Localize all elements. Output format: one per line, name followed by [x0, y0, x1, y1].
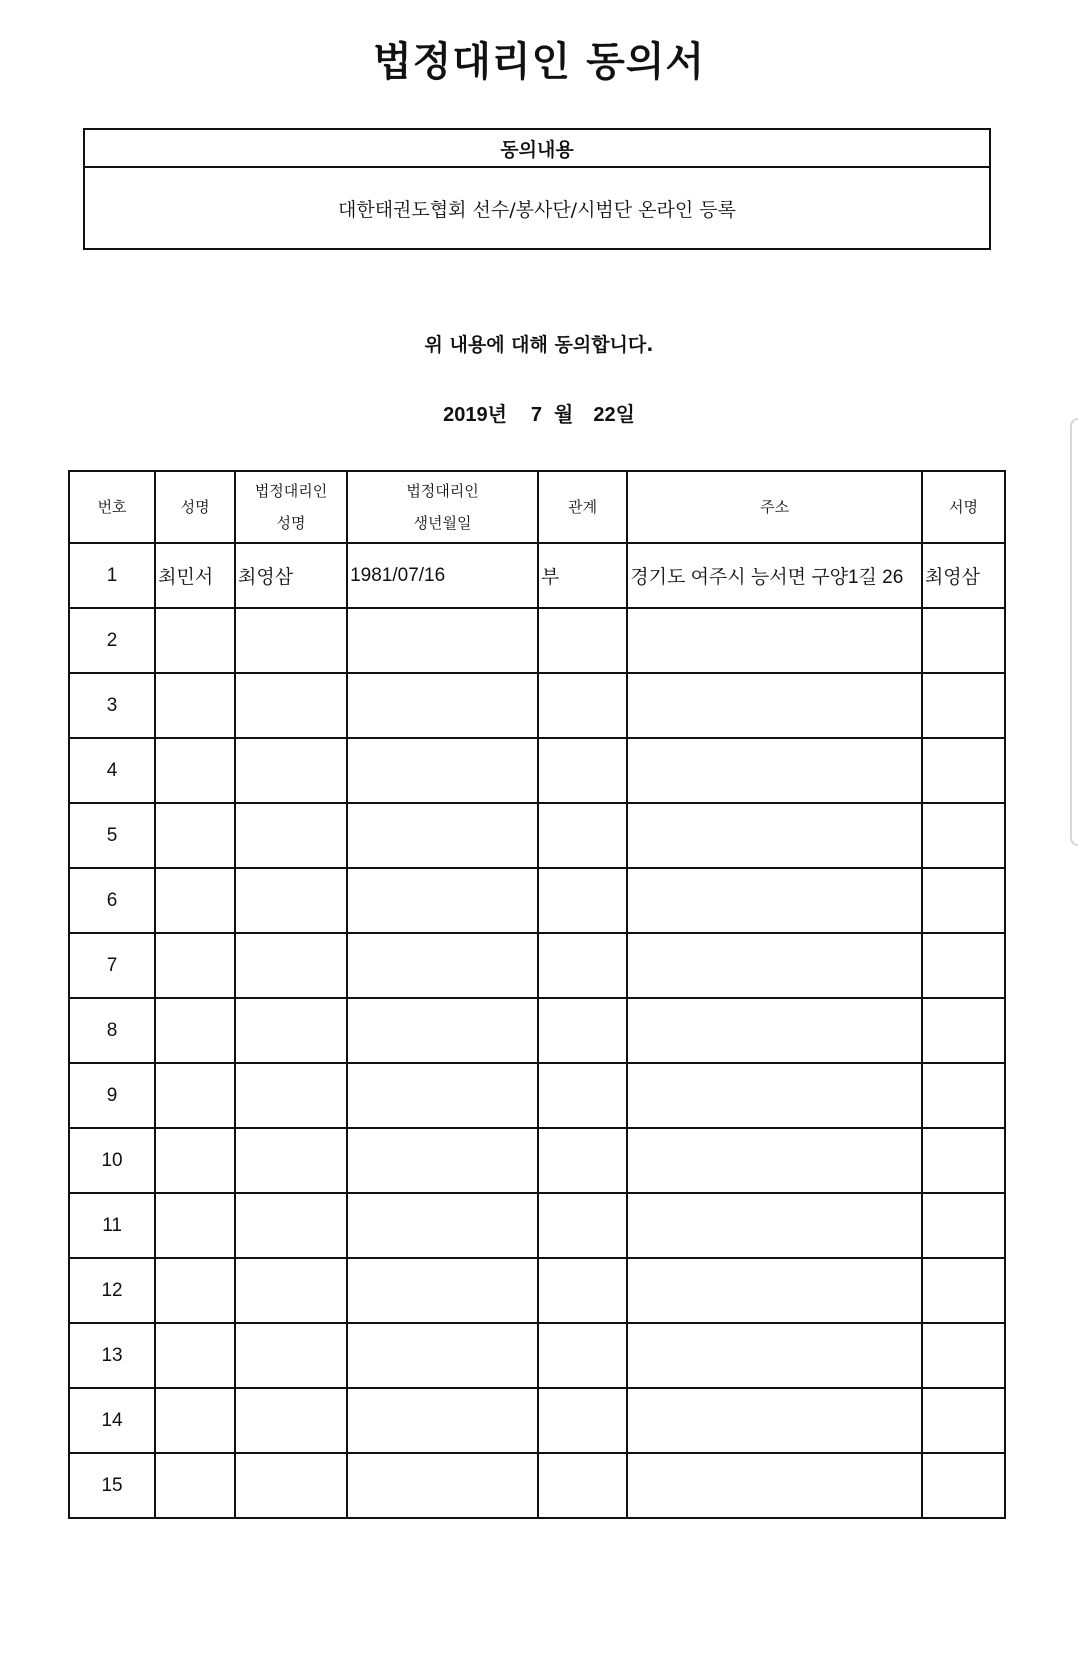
cell-name: [155, 1323, 235, 1388]
table-header-row: [69, 471, 1005, 543]
table-row: [69, 1453, 1005, 1518]
cell-address: [627, 1323, 922, 1388]
cell-no: 14: [69, 1388, 155, 1453]
cell-name: [155, 738, 235, 803]
header-address: 주소: [627, 471, 922, 543]
cell-name: [155, 868, 235, 933]
cell-relation: [538, 673, 627, 738]
cell-address: [627, 803, 922, 868]
cell-rep-name: [235, 998, 347, 1063]
cell-relation: [538, 1388, 627, 1453]
header-no: 번호: [69, 471, 155, 543]
header-rep-birth: [347, 471, 538, 543]
cell-signature: [922, 1193, 1005, 1258]
cell-signature: [922, 738, 1005, 803]
cell-rep-name: [235, 1258, 347, 1323]
document-title: 법정대리인 동의서: [372, 39, 706, 85]
cell-address: [627, 1258, 922, 1323]
cell-relation: [538, 998, 627, 1063]
cell-no: 12: [69, 1258, 155, 1323]
table-row: [69, 1063, 1005, 1128]
cell-rep-birth: [347, 1453, 538, 1518]
header-rep-name: [235, 471, 347, 543]
table-body: [69, 543, 1005, 1518]
cell-address: [627, 608, 922, 673]
date-day: 22일: [593, 404, 635, 426]
cell-relation: [538, 933, 627, 998]
cell-rep-birth: [347, 738, 538, 803]
cell-name: [155, 1453, 235, 1518]
cell-name: [155, 1258, 235, 1323]
table-row: [69, 673, 1005, 738]
table-row: [69, 803, 1005, 868]
cell-address: [627, 933, 922, 998]
cell-relation: [538, 1453, 627, 1518]
cell-no: 10: [69, 1128, 155, 1193]
cell-name: [155, 1128, 235, 1193]
cell-signature: [922, 1323, 1005, 1388]
cell-no: 9: [69, 1063, 155, 1128]
table-row: [69, 998, 1005, 1063]
cell-rep-birth: [347, 998, 538, 1063]
scrollbar[interactable]: [1070, 418, 1078, 846]
cell-name: [155, 1063, 235, 1128]
cell-no: 4: [69, 738, 155, 803]
table-row: [69, 1193, 1005, 1258]
cell-name: [155, 933, 235, 998]
table-row: [69, 1128, 1005, 1193]
cell-rep-name: [235, 1128, 347, 1193]
header-signature: 서명: [922, 471, 1005, 543]
cell-signature: [922, 1258, 1005, 1323]
cell-rep-name: [235, 738, 347, 803]
cell-signature: 최영삼: [922, 543, 1005, 608]
cell-name: [155, 803, 235, 868]
agreement-text: 위 내용에 대해 동의합니다.: [424, 334, 654, 356]
cell-signature: [922, 1388, 1005, 1453]
cell-rep-name: [235, 1063, 347, 1128]
cell-rep-birth: [347, 933, 538, 998]
cell-rep-name: 최영삼: [235, 543, 347, 608]
cell-address: [627, 738, 922, 803]
cell-signature: [922, 1453, 1005, 1518]
header-rep-birth-line1: 법정대리인: [406, 482, 479, 500]
cell-no: 3: [69, 673, 155, 738]
cell-rep-name: [235, 673, 347, 738]
cell-rep-birth: [347, 868, 538, 933]
cell-name: [155, 608, 235, 673]
cell-signature: [922, 933, 1005, 998]
cell-no: 2: [69, 608, 155, 673]
cell-rep-birth: [347, 1063, 538, 1128]
cell-rep-name: [235, 933, 347, 998]
cell-relation: [538, 1063, 627, 1128]
representative-table: [68, 470, 1006, 1519]
cell-address: [627, 1063, 922, 1128]
cell-address: [627, 998, 922, 1063]
cell-address: [627, 1193, 922, 1258]
consent-header: 동의내용: [85, 130, 989, 168]
cell-address: [627, 868, 922, 933]
cell-rep-name: [235, 1323, 347, 1388]
cell-rep-birth: [347, 673, 538, 738]
cell-relation: [538, 803, 627, 868]
cell-name: [155, 673, 235, 738]
header-rep-birth-line2: 생년월일: [413, 514, 472, 532]
cell-rep-name: [235, 1388, 347, 1453]
cell-name: [155, 1193, 235, 1258]
cell-no: 15: [69, 1453, 155, 1518]
cell-rep-birth: [347, 1193, 538, 1258]
header-name: 성명: [155, 471, 235, 543]
date-line: [0, 398, 1078, 427]
cell-rep-name: [235, 868, 347, 933]
cell-signature: [922, 608, 1005, 673]
cell-relation: [538, 1193, 627, 1258]
date-year: 2019년: [443, 404, 507, 426]
cell-relation: [538, 1323, 627, 1388]
cell-signature: [922, 868, 1005, 933]
table-row: [69, 738, 1005, 803]
cell-no: 6: [69, 868, 155, 933]
cell-rep-birth: [347, 1258, 538, 1323]
cell-signature: [922, 673, 1005, 738]
cell-rep-name: [235, 803, 347, 868]
table-row: [69, 1258, 1005, 1323]
cell-address: 경기도 여주시 능서면 구양1길 26: [627, 543, 922, 608]
header-rep-name-line1: 법정대리인: [254, 482, 328, 500]
consent-content: 대한태권도협회 선수/봉사단/시범단 온라인 등록: [337, 198, 736, 221]
cell-rep-name: [235, 1453, 347, 1518]
table-row: [69, 608, 1005, 673]
cell-relation: 부: [538, 543, 627, 608]
cell-rep-birth: [347, 1388, 538, 1453]
cell-signature: [922, 1128, 1005, 1193]
cell-name: [155, 1388, 235, 1453]
cell-signature: [922, 998, 1005, 1063]
cell-rep-birth: [347, 803, 538, 868]
date-month-value: 7: [530, 404, 543, 426]
date-month-unit: 월: [554, 404, 574, 426]
table-row: [69, 1388, 1005, 1453]
table-row: [69, 543, 1005, 608]
cell-rep-birth: 1981/07/16: [347, 543, 538, 608]
cell-no: 13: [69, 1323, 155, 1388]
consent-box: [83, 128, 991, 250]
cell-no: 8: [69, 998, 155, 1063]
cell-address: [627, 1388, 922, 1453]
cell-no: 11: [69, 1193, 155, 1258]
header-relation: 관계: [538, 471, 627, 543]
cell-signature: [922, 1063, 1005, 1128]
cell-rep-birth: [347, 608, 538, 673]
cell-rep-birth: [347, 1128, 538, 1193]
cell-address: [627, 1128, 922, 1193]
table-row: [69, 1323, 1005, 1388]
cell-rep-name: [235, 608, 347, 673]
cell-relation: [538, 1128, 627, 1193]
cell-relation: [538, 868, 627, 933]
cell-rep-name: [235, 1193, 347, 1258]
cell-no: 1: [69, 543, 155, 608]
cell-relation: [538, 608, 627, 673]
cell-relation: [538, 1258, 627, 1323]
cell-no: 7: [69, 933, 155, 998]
header-rep-name-line2: 성명: [276, 514, 306, 532]
cell-rep-birth: [347, 1323, 538, 1388]
cell-name: 최민서: [155, 543, 235, 608]
table-row: [69, 868, 1005, 933]
cell-relation: [538, 738, 627, 803]
table-row: [69, 933, 1005, 998]
cell-signature: [922, 803, 1005, 868]
cell-address: [627, 1453, 922, 1518]
cell-name: [155, 998, 235, 1063]
cell-no: 5: [69, 803, 155, 868]
cell-address: [627, 673, 922, 738]
